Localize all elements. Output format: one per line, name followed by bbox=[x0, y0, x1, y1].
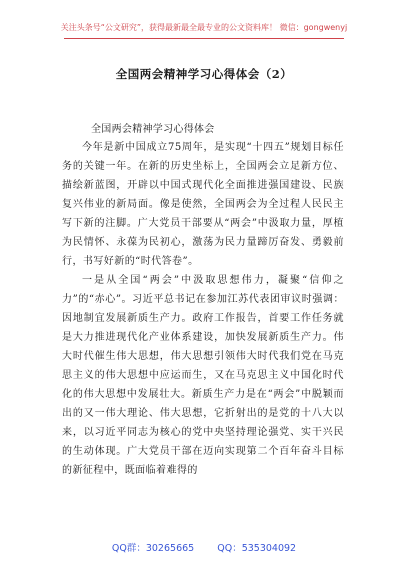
header-divider bbox=[64, 38, 344, 39]
document-subtitle: 全国两会精神学习心得体会 bbox=[91, 124, 215, 135]
body-paragraph-2: 一是从全国“两会”中汲取思想伟力，凝聚“信仰之力”的“赤心”。习近平总书记在参加江苏代表团审议时强调：因地制宜发展新质生产力。政府工作报告，首要工作任务就是大力推进现代化产业体系建设，加快发展新质生产力。伟大时代催生伟大思想，伟大思想引领伟大时代我们党在马克思主义的伟大思想中应运而生，又在马克思主义中国化时代化的伟大思想中发展壮大。新质生产力是在“两会”中脱颖而出的又一伟大理论、伟大思想，它折射出的是党的十八大以来，以习近平同志为核心的党中央坚持理论强党、实干兴民的生动体现。广大党员干部在迈向实现第二个百年奋斗目标的新征程中，既面临着难得的 bbox=[62, 275, 344, 476]
footer-contact bbox=[0, 540, 408, 554]
document-body bbox=[62, 138, 344, 480]
footer-qq-group: QQ群：30265665 bbox=[111, 543, 195, 554]
document-title: 全国两会精神学习心得体会（2） bbox=[115, 67, 293, 81]
header-promo-note: 关注头条号“公文研究”，获得最新最全最专业的公文资料库！ 微信：gongwenyj bbox=[60, 23, 348, 32]
body-paragraph-1: 今年是新中国成立75周年，是实现“十四五”规划目标任务的关键一年。在新的历史坐标上，全国两会立足新方位、描绘新蓝图，开辟以中国式现代化全面推进强国建设、民族复兴伟业的新局面。像是使然，全国两会为全过程人民民主写下新的注脚。广大党员干部要从“两会”中汲取力量，厚植为民情怀、永葆为民初心，激荡为民力量蹄厉奋发、勇毅前行，书写好新的“时代答卷”。 bbox=[62, 142, 344, 267]
footer-qq-number: QQ：535304092 bbox=[217, 543, 297, 554]
